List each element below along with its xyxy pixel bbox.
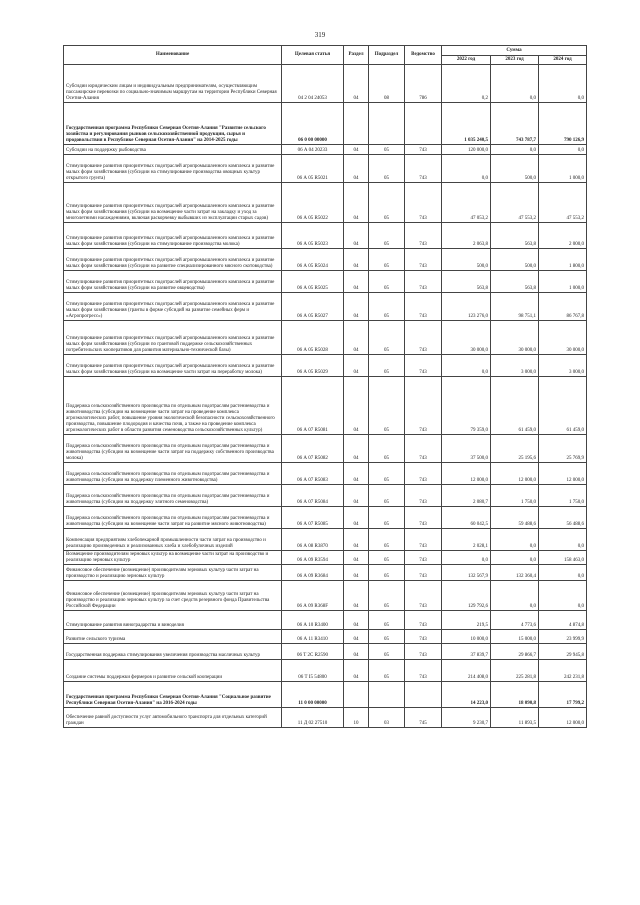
row-department: 743: [405, 463, 442, 485]
header-year-2024: 2024 год: [539, 56, 587, 65]
row-name: Стимулирование развития приоритетных подотраслей агропромышленного комплекса и развитие малых форм хозяйствования (субсидии на возмещение части затрат на переработку молока): [64, 355, 282, 377]
row-name: Развитие сельского туризма: [64, 630, 282, 644]
row-target: 06 А 07 R5083: [282, 463, 344, 485]
row-sum-2024: 158 463,0: [539, 551, 587, 565]
row-target: 06 Т I5 54800: [282, 660, 344, 682]
row-name: Компенсация предприятиям хлебопекарной промышленности части затрат на производство и реализацию произведенных и реализованных хлеба и хлебобулочных изделий: [64, 529, 282, 551]
table-row: [64, 565, 587, 581]
row-name: Стимулирование развития приоритетных подотраслей агропромышленного комплекса и развитие малых форм хозяйствования (субсидии на развитие овцеводства): [64, 271, 282, 293]
row-target: 11 Д 02 27510: [282, 708, 344, 728]
row-sum-2024: 0,0: [539, 529, 587, 551]
table-row: [64, 529, 587, 551]
row-sum-2023: 743 787,7: [491, 103, 539, 145]
row-target: 06 А 07 R5082: [282, 435, 344, 463]
table-row: [64, 485, 587, 507]
row-sum-2023: 12 000,0: [491, 463, 539, 485]
table-row: [64, 435, 587, 463]
header-subsection: Подраздел: [369, 46, 405, 65]
row-sum-2024: 86 767,8: [539, 293, 587, 321]
table-row: [64, 708, 587, 728]
row-sum-2023: 0,0: [491, 145, 539, 155]
row-sum-2024: 30 000,0: [539, 321, 587, 355]
row-section: 04: [344, 271, 369, 293]
row-department: 743: [405, 293, 442, 321]
row-sum-2022: 37 839,7: [442, 644, 491, 660]
row-sum-2024: 1 800,0: [539, 249, 587, 271]
row-target: 11 0 00 00000: [282, 682, 344, 708]
row-target: 06 А 05 R5021: [282, 155, 344, 183]
row-section: 04: [344, 644, 369, 660]
row-section: 04: [344, 145, 369, 155]
row-target: 06 А 10 R3400: [282, 611, 344, 630]
row-target: 06 0 00 00000: [282, 103, 344, 145]
row-subsection: 05: [369, 581, 405, 611]
row-section: [344, 103, 369, 145]
row-sum-2024: 0,0: [539, 581, 587, 611]
row-department: 743: [405, 581, 442, 611]
row-section: 04: [344, 581, 369, 611]
row-subsection: 05: [369, 611, 405, 630]
row-name: Стимулирование развития приоритетных подотраслей агропромышленного комплекса и развитие малых форм хозяйствования (субсидии на стимулирование производства молока): [64, 223, 282, 249]
row-subsection: [369, 103, 405, 145]
row-department: 743: [405, 223, 442, 249]
row-section: 04: [344, 249, 369, 271]
row-department: [405, 103, 442, 145]
row-sum-2023: 47 553,2: [491, 183, 539, 223]
row-sum-2023: 25 195,6: [491, 435, 539, 463]
row-name: Поддержка сельскохозяйственного производства по отдельным подотраслям растениеводства и животноводства (субсидии на возмещение части затрат на развитие мясного животноводства): [64, 507, 282, 529]
row-sum-2022: 30 000,0: [442, 321, 491, 355]
row-sum-2022: 47 053,2: [442, 183, 491, 223]
row-sum-2024: 61 459,0: [539, 377, 587, 435]
table-row: [64, 611, 587, 630]
row-sum-2022: 0,2: [442, 65, 491, 103]
header-department: Ведомство: [405, 46, 442, 65]
header-target: Целевая статья: [282, 46, 344, 65]
row-department: 743: [405, 271, 442, 293]
row-section: 04: [344, 611, 369, 630]
row-subsection: 05: [369, 271, 405, 293]
table-row: [64, 660, 587, 682]
row-subsection: 05: [369, 223, 405, 249]
table-row: [64, 321, 587, 355]
row-sum-2024: 242 231,8: [539, 660, 587, 682]
row-sum-2024: 1 750,0: [539, 485, 587, 507]
row-name: Стимулирование развития приоритетных подотраслей агропромышленного комплекса и развитие малых форм хозяйствования (субсидии по грантовой поддержке сельскохозяйственных потребительских кооперативов для развития материально-технической базы): [64, 321, 282, 355]
row-sum-2024: 29 945,8: [539, 644, 587, 660]
row-subsection: 05: [369, 630, 405, 644]
row-target: 06 А 07 R5084: [282, 485, 344, 507]
row-sum-2024: 12 000,0: [539, 708, 587, 728]
row-subsection: 05: [369, 463, 405, 485]
row-sum-2023: 563,8: [491, 223, 539, 249]
row-name: Государственная программа Республики Северная Осетия-Алания "Развитие сельского хозяйства и регулирования рынков сельскохозяйственной продукции, сырья и продовольствия в Республике Северная Осетия-Алания" на 2014-2025 годы: [64, 103, 282, 145]
row-target: 06 А 08 R3870: [282, 529, 344, 551]
row-sum-2022: 0,0: [442, 355, 491, 377]
row-sum-2022: 1 035 240,5: [442, 103, 491, 145]
row-sum-2022: 214 408,0: [442, 660, 491, 682]
row-name: Создание системы поддержки фермеров и развитие сельской кооперации: [64, 660, 282, 682]
row-sum-2023: 500,0: [491, 249, 539, 271]
row-target: 06 А 05 R5027: [282, 293, 344, 321]
row-sum-2024: 2 000,0: [539, 223, 587, 249]
row-sum-2024: 1 000,0: [539, 271, 587, 293]
row-department: 743: [405, 249, 442, 271]
row-sum-2022: 219,5: [442, 611, 491, 630]
row-target: 06 А 09 R3594: [282, 551, 344, 565]
table-row: [64, 271, 587, 293]
row-section: 04: [344, 485, 369, 507]
row-name: Государственная программа Республики Северная Осетия-Алания "Социальное развитие Республики Северная Осетия-Алания" на 2016-2024 годы: [64, 682, 282, 708]
row-subsection: 05: [369, 321, 405, 355]
row-sum-2022: 563,8: [442, 271, 491, 293]
row-department: 745: [405, 708, 442, 728]
row-sum-2022: 14 223,0: [442, 682, 491, 708]
row-target: 06 А 09 R368F: [282, 581, 344, 611]
row-sum-2023: 11 893,5: [491, 708, 539, 728]
row-subsection: 05: [369, 145, 405, 155]
row-section: 04: [344, 293, 369, 321]
table-row: [64, 551, 587, 565]
row-section: 04: [344, 660, 369, 682]
row-sum-2024: 4 874,8: [539, 611, 587, 630]
table-row: [64, 103, 587, 145]
row-target: 06 А 09 R3684: [282, 565, 344, 581]
row-subsection: 05: [369, 529, 405, 551]
row-section: 04: [344, 377, 369, 435]
row-sum-2022: 123 276,0: [442, 293, 491, 321]
row-name: Стимулирование развития приоритетных подотраслей агропромышленного комплекса и развитие малых форм хозяйствования (субсидии на стимулирование производства овощных культур открытого грунта): [64, 155, 282, 183]
row-sum-2022: 120 000,0: [442, 145, 491, 155]
row-department: 743: [405, 565, 442, 581]
row-department: 743: [405, 529, 442, 551]
table-row: [64, 377, 587, 435]
row-sum-2022: 79 359,0: [442, 377, 491, 435]
row-sum-2022: 0,0: [442, 551, 491, 565]
row-sum-2023: 0,0: [491, 529, 539, 551]
row-section: 04: [344, 355, 369, 377]
row-section: 04: [344, 65, 369, 103]
row-sum-2023: 132 360,4: [491, 565, 539, 581]
table-row: [64, 293, 587, 321]
row-name: Стимулирование развития приоритетных подотраслей агропромышленного комплекса и развитие малых форм хозяйствования (субсидии на возмещение части затрат на закладку и уход за многолетними насаждениями, включая раскорчевку выбывших из эксплуатации старых садов): [64, 183, 282, 223]
row-name: Финансовое обеспечение (возмещение) производителям зерновых культур части затрат на производство и реализацию зерновых культур за счет средств резервного фонда Правительства Российской Федерации: [64, 581, 282, 611]
row-subsection: 05: [369, 355, 405, 377]
row-section: 04: [344, 630, 369, 644]
table-row: [64, 355, 587, 377]
table-row: [64, 630, 587, 644]
row-sum-2022: 0,0: [442, 155, 491, 183]
row-department: 743: [405, 435, 442, 463]
row-department: 743: [405, 507, 442, 529]
row-department: 743: [405, 145, 442, 155]
table-row: [64, 581, 587, 611]
row-sum-2022: 10 000,0: [442, 630, 491, 644]
row-department: 743: [405, 377, 442, 435]
row-sum-2022: 129 792,6: [442, 581, 491, 611]
row-subsection: 05: [369, 435, 405, 463]
table-row: [64, 249, 587, 271]
row-subsection: [369, 682, 405, 708]
row-target: 06 Т 2С R2590: [282, 644, 344, 660]
row-department: 743: [405, 355, 442, 377]
row-department: 786: [405, 65, 442, 103]
row-sum-2023: 500,0: [491, 155, 539, 183]
row-sum-2023: 98 751,1: [491, 293, 539, 321]
row-sum-2023: 0,0: [491, 551, 539, 565]
row-section: 04: [344, 155, 369, 183]
row-sum-2023: 0,0: [491, 581, 539, 611]
row-sum-2024: 25 769,9: [539, 435, 587, 463]
row-section: 04: [344, 223, 369, 249]
row-sum-2023: 225 281,8: [491, 660, 539, 682]
row-department: [405, 682, 442, 708]
row-sum-2022: 60 042,5: [442, 507, 491, 529]
row-target: 06 А 05 R5024: [282, 249, 344, 271]
table-row: [64, 155, 587, 183]
row-section: 10: [344, 708, 369, 728]
row-department: 743: [405, 644, 442, 660]
row-department: 743: [405, 321, 442, 355]
row-subsection: 05: [369, 249, 405, 271]
table-row: [64, 507, 587, 529]
row-subsection: 05: [369, 644, 405, 660]
page-number: 319: [314, 31, 326, 39]
table-row: [64, 183, 587, 223]
row-name: Стимулирование развития приоритетных подотраслей агропромышленного комплекса и развитие малых форм хозяйствования (субсидии на развитие специализированного мясного скотоводства): [64, 249, 282, 271]
row-name: Стимулирование развития приоритетных подотраслей агропромышленного комплекса и развитие малых форм хозяйствования (гранты в форме субсидий на развитие семейных ферм и «Агропрогресс»): [64, 293, 282, 321]
row-sum-2024: 17 799,2: [539, 682, 587, 708]
row-target: 06 А 05 R5028: [282, 321, 344, 355]
row-section: 04: [344, 183, 369, 223]
row-section: 04: [344, 529, 369, 551]
table-row: [64, 463, 587, 485]
row-target: 06 А 05 R5025: [282, 271, 344, 293]
row-sum-2022: 2 063,8: [442, 223, 491, 249]
row-name: Поддержка сельскохозяйственного производства по отдельным подотраслям растениеводства и животноводства (субсидии на возмещение части затрат на проведение комплекса агроэкологических работ, повышение уровня экологической безопасности сельскохозяйственного производства, повышение плодородия и качества почв, а также на проведение комплекса агроэкологических работ в области развития семеноводства сельскохозяйственных культур): [64, 377, 282, 435]
row-sum-2024: 1 000,0: [539, 155, 587, 183]
row-sum-2022: 2 028,1: [442, 529, 491, 551]
row-sum-2024: 0,0: [539, 145, 587, 155]
table-row: [64, 682, 587, 708]
row-subsection: 05: [369, 507, 405, 529]
row-sum-2024: 790 126,9: [539, 103, 587, 145]
row-name: Поддержка сельскохозяйственного производства по отдельным подотраслям растениеводства и животноводства (субсидии на возмещение части затрат на поддержку собственного производства молока): [64, 435, 282, 463]
header-year-2022: 2022 год: [442, 56, 491, 65]
row-section: 04: [344, 435, 369, 463]
row-sum-2023: 18 090,8: [491, 682, 539, 708]
row-subsection: 03: [369, 708, 405, 728]
row-target: 06 А 07 R5081: [282, 377, 344, 435]
row-section: 04: [344, 507, 369, 529]
row-sum-2024: 12 000,0: [539, 463, 587, 485]
row-sum-2024: 0,0: [539, 65, 587, 103]
row-department: 743: [405, 611, 442, 630]
row-sum-2023: 61 459,0: [491, 377, 539, 435]
row-section: 04: [344, 565, 369, 581]
row-subsection: 05: [369, 183, 405, 223]
row-sum-2022: 9 230,7: [442, 708, 491, 728]
row-sum-2023: 15 000,0: [491, 630, 539, 644]
row-subsection: 05: [369, 293, 405, 321]
row-section: 04: [344, 551, 369, 565]
header-section: Раздел: [344, 46, 369, 65]
row-target: 06 А 04 20233: [282, 145, 344, 155]
row-target: 06 А 05 R5029: [282, 355, 344, 377]
row-sum-2022: 500,0: [442, 249, 491, 271]
row-sum-2023: 563,8: [491, 271, 539, 293]
table-row: [64, 145, 587, 155]
row-sum-2023: 59 488,6: [491, 507, 539, 529]
row-sum-2023: 0,0: [491, 65, 539, 103]
row-section: [344, 682, 369, 708]
row-target: 04 2 04 24053: [282, 65, 344, 103]
row-name: Государственная поддержка стимулирования увеличения производства масличных культур: [64, 644, 282, 660]
row-sum-2023: 3 000,0: [491, 355, 539, 377]
row-sum-2023: 30 000,0: [491, 321, 539, 355]
row-section: 04: [344, 321, 369, 355]
row-sum-2024: 0,0: [539, 565, 587, 581]
row-target: 06 А 05 R5022: [282, 183, 344, 223]
row-department: 743: [405, 630, 442, 644]
row-department: 743: [405, 485, 442, 507]
row-sum-2022: 37 500,0: [442, 435, 491, 463]
row-subsection: 05: [369, 660, 405, 682]
table-row: [64, 644, 587, 660]
row-department: 743: [405, 551, 442, 565]
row-name: Субсидии юридическим лицам и индивидуальным предпринимателям, осуществляющим пассажирские перевозки по социально-значимым маршрутам на территории Республики Северная Осетия-Алания: [64, 65, 282, 103]
row-sum-2024: 3 000,0: [539, 355, 587, 377]
row-name: Обеспечение равной доступности услуг автомобильного транспорта для отдельных категорий граждан: [64, 708, 282, 728]
row-section: 04: [344, 463, 369, 485]
row-name: Поддержка сельскохозяйственного производства по отдельным подотраслям растениеводства и животноводства (субсидии на поддержку племенного животноводства): [64, 463, 282, 485]
row-name: Финансовое обеспечение (возмещение) производителям зерновых культур части затрат на производство и реализацию зерновых культур: [64, 565, 282, 581]
row-subsection: 05: [369, 551, 405, 565]
row-sum-2023: 1 750,0: [491, 485, 539, 507]
header-name: Наименование: [64, 46, 282, 65]
row-department: 743: [405, 183, 442, 223]
row-sum-2022: 2 080,7: [442, 485, 491, 507]
row-sum-2024: 56 488,6: [539, 507, 587, 529]
table-row: [64, 223, 587, 249]
row-name: Поддержка сельскохозяйственного производства по отдельным подотраслям растениеводства и животноводства (субсидии на поддержку элитного семеноводства): [64, 485, 282, 507]
budget-table: [63, 45, 587, 728]
row-target: 06 А 05 R5023: [282, 223, 344, 249]
row-department: 743: [405, 660, 442, 682]
row-name: Возмещение производителям зерновых культур на возмещение части затрат на производство и реализацию зерновых культур: [64, 551, 282, 565]
row-sum-2022: 132 567,9: [442, 565, 491, 581]
row-target: 06 А 07 R5085: [282, 507, 344, 529]
row-subsection: 08: [369, 65, 405, 103]
header-year-2023: 2023 год: [491, 56, 539, 65]
row-name: Субсидии на поддержку рыбоводства: [64, 145, 282, 155]
row-sum-2023: 29 866,7: [491, 644, 539, 660]
row-subsection: 05: [369, 155, 405, 183]
row-sum-2023: 4 773,6: [491, 611, 539, 630]
row-subsection: 05: [369, 565, 405, 581]
table-row: [64, 65, 587, 103]
header-sum: Сумма: [442, 46, 587, 56]
row-subsection: 05: [369, 485, 405, 507]
row-department: 743: [405, 155, 442, 183]
row-subsection: 05: [369, 377, 405, 435]
row-sum-2022: 12 000,0: [442, 463, 491, 485]
row-sum-2024: 23 999,9: [539, 630, 587, 644]
row-sum-2024: 47 553,2: [539, 183, 587, 223]
row-target: 06 А 11 R3410: [282, 630, 344, 644]
row-name: Стимулирование развития виноградарства и виноделия: [64, 611, 282, 630]
